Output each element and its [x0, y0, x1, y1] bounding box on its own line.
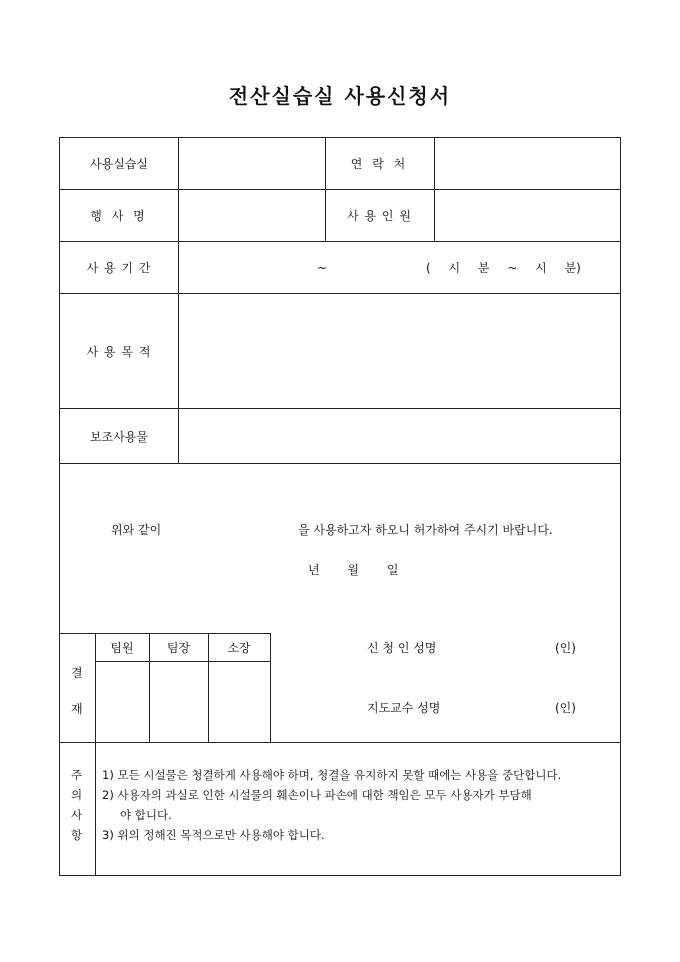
headcount-field[interactable]: [435, 190, 620, 241]
facility-field[interactable]: [179, 138, 325, 189]
notes-label-char: 사: [71, 808, 83, 822]
notes-item: 1) 모든 시설물은 청결하게 사용해야 하며, 청결을 유지하지 못할 때에는 사용을 중단합니다.: [102, 768, 562, 782]
approval-divider: [270, 633, 271, 742]
applicant-signature-label: 신 청 인 성명: [367, 641, 437, 655]
approval-label-bottom: 재: [71, 702, 83, 716]
advisor-signature-field[interactable]: [460, 696, 550, 718]
equipment-label: 보조사용물: [90, 429, 148, 444]
applicant-signature-field[interactable]: [460, 636, 550, 658]
equipment-field[interactable]: [179, 409, 620, 463]
headcount-label: 사 용 인 원: [347, 209, 412, 223]
approval-stamp-member[interactable]: [96, 662, 149, 742]
advisor-seal: (인): [555, 701, 576, 715]
period-time: ( 시 분 ~ 시 분): [426, 261, 581, 275]
notes-label-char: 항: [71, 828, 83, 842]
contact-field[interactable]: [435, 138, 620, 189]
period-label: 사 용 기 간: [86, 261, 152, 275]
purpose-field[interactable]: [179, 294, 620, 408]
request-prefix: 위와 같이: [111, 523, 162, 537]
notes-item: 2) 사용자의 과실로 인한 시설물의 훼손이나 파손에 대한 책임은 모두 사용자가 부담해: [102, 788, 532, 802]
notes-divider: [95, 742, 96, 876]
request-date: 년 월 일: [308, 563, 399, 577]
approval-col-director: 소장: [227, 641, 251, 655]
application-form: [59, 137, 621, 876]
notes-label-char: 주: [71, 768, 83, 782]
event-name-label: 행 사 명: [90, 209, 148, 223]
request-sentence: 을 사용하고자 하오니 허가하여 주시기 바랍니다.: [298, 523, 553, 537]
approval-col-leader: 팀장: [166, 641, 191, 655]
notes-label-char: 의: [71, 788, 83, 802]
notes-item: 야 합니다.: [120, 808, 172, 822]
contact-label: 연 락 처: [350, 157, 409, 171]
advisor-signature-label: 지도교수 성명: [367, 701, 441, 715]
purpose-label: 사 용 목 적: [86, 344, 152, 359]
row-divider: [60, 463, 620, 464]
applicant-seal: (인): [555, 641, 576, 655]
period-tilde: ~: [317, 261, 328, 275]
approval-stamp-director[interactable]: [209, 662, 270, 742]
facility-label: 사용실습실: [90, 157, 148, 171]
row-divider: [60, 742, 620, 743]
approval-label-top: 결: [71, 666, 83, 680]
request-facility-field[interactable]: [170, 518, 295, 540]
approval-col-member: 팀원: [110, 641, 134, 655]
form-title: 전산실습실 사용신청서: [228, 84, 452, 108]
approval-stamp-leader[interactable]: [150, 662, 208, 742]
event-name-field[interactable]: [179, 190, 325, 241]
notes-item: 3) 위의 정해진 목적으로만 사용해야 합니다.: [102, 828, 325, 842]
